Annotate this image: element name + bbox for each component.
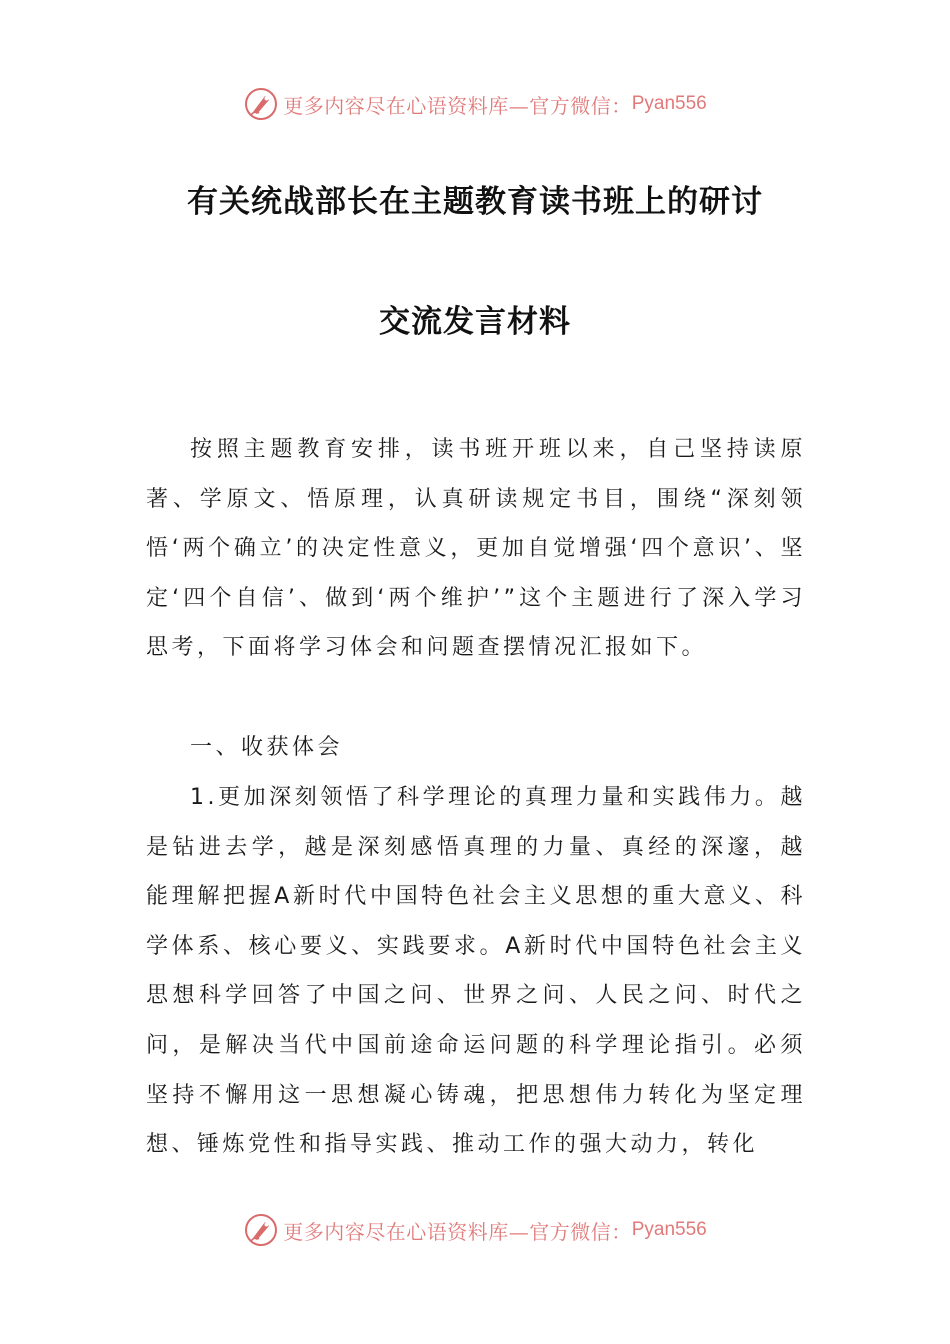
- watermark-banner-top: [0, 82, 950, 126]
- section-heading: [146, 723, 806, 773]
- pen-nib-icon: [243, 1212, 279, 1248]
- paragraph-point-1: [146, 773, 806, 1170]
- watermark-wechat-id: Pyan556: [631, 1219, 707, 1240]
- watermark-text: 更多内容尽在心语资料库—官方微信：: [283, 1219, 632, 1244]
- document-title-line1: 有关统战部长在主题教育读书班上的研讨: [187, 184, 763, 220]
- watermark-text: 更多内容尽在心语资料库—官方微信：: [283, 93, 632, 118]
- watermark-wechat-id: Pyan556: [631, 93, 707, 114]
- paragraph-point-1-text: 1.更加深刻领悟了科学理论的真理力量和实践伟力。越是钻进去学，越是深刻感悟真理的力量、真经的深邃，越能理解把握A新时代中国特色社会主义思想的重大意义、科学体系、核心要义、实践要求。A新时代中国特色社会主义思想科学回答了中国之问、世界之问、人民之问、时代之问，是解决当代中国前途命运问题的科学理论指引。必须坚持不懈用这一思想凝心铸魂，把思想伟力转化为坚定理想、锤炼党性和指导实践、推动工作的强大动力，转化: [146, 785, 806, 1158]
- watermark-banner-bottom: [0, 1208, 950, 1252]
- pen-nib-icon: [243, 86, 279, 122]
- section-heading-text: 一、收获体会: [190, 735, 344, 760]
- paragraph-intro-text: 按照主题教育安排，读书班开班以来，自己坚持读原著、学原文、悟原理，认真研读规定书目，围绕“深刻领悟‘两个确立’的决定性意义，更加自觉增强‘四个意识’、坚定‘四个自信’、做到‘两个维护’”这个主题进行了深入学习思考，下面将学习体会和问题查摆情况汇报如下。: [146, 437, 806, 661]
- document-title-line2: 交流发言材料: [379, 304, 571, 340]
- paragraph-intro: [146, 425, 806, 673]
